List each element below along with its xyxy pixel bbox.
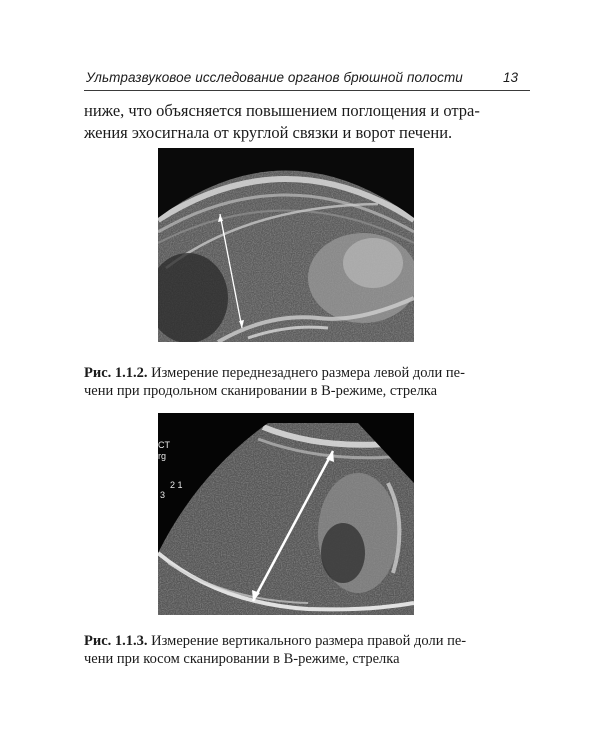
ultrasound-image-right-lobe (158, 413, 414, 615)
figure-caption-1-1-3 (84, 632, 514, 668)
figure-label: Рис. 1.1.3. (84, 633, 148, 649)
scanner-overlay-text: 2 1 (170, 480, 183, 490)
header-title: Ультразвуковое исследование органов брюшной полости (86, 70, 463, 85)
caption-text: чени при косом сканировании в В-режиме, стрелка (84, 651, 400, 667)
caption-text: чени при продольном сканировании в В-режиме, стрелка (84, 383, 438, 399)
body-line: ниже, что объясняется повышением поглощения и отра- (84, 101, 480, 120)
running-header (84, 68, 530, 91)
ultrasound-image-left-lobe (158, 148, 414, 342)
scanner-overlay-text: 3 (160, 490, 166, 500)
body-line: жения эхосигнала от круглой связки и ворот печени. (84, 123, 453, 142)
page-number: 13 (502, 70, 518, 85)
scanner-overlay-text: CT (158, 440, 170, 450)
caption-text: Измерение вертикального размера правой доли пе- (151, 633, 467, 649)
figure-label: Рис. 1.1.2. (84, 365, 148, 381)
figure-caption-1-1-2 (84, 364, 514, 400)
body-paragraph (84, 100, 480, 144)
scanner-overlay-text: rg (158, 451, 167, 461)
caption-text: Измерение переднезаднего размера левой доли пе- (151, 365, 465, 381)
